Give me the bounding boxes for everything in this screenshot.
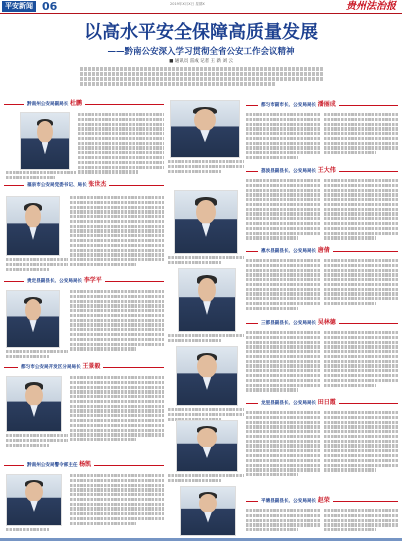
body-text: [246, 331, 320, 393]
body-text: [78, 113, 164, 175]
portrait-photo: [176, 420, 238, 472]
article-subtitle: ——黔南公安深入学习贯彻全省公安工作会议精神: [107, 47, 295, 57]
portrait-photo: [170, 100, 240, 158]
portrait-photo: [20, 112, 70, 170]
portrait-photo: [180, 486, 236, 536]
section-header: 都匀市副市长、公安局局长 潘丽成: [246, 100, 398, 110]
body-text: [246, 411, 320, 478]
body-text: [246, 259, 320, 312]
photo-caption: [168, 160, 244, 174]
body-text: [70, 474, 164, 527]
portrait-photo: [6, 376, 62, 432]
portrait-photo: [178, 268, 236, 332]
body-text: [324, 411, 398, 473]
body-text: [246, 509, 320, 533]
portrait-photo: [6, 474, 62, 526]
photo-caption: [6, 258, 68, 272]
body-text: [246, 179, 320, 241]
photo-caption: [6, 528, 68, 533]
section-header: 都匀市公安局开发区分局局长 王景毅: [4, 362, 164, 372]
portrait-photo: [174, 190, 238, 254]
section-header: 贵定县副县长、公安局局长 李学平: [4, 276, 164, 286]
section-tag: 平安新闻: [2, 1, 36, 12]
section-label: 黔南州公安局副局长 杜鹏: [24, 100, 85, 109]
portrait-photo: [6, 196, 60, 256]
portrait-photo: [176, 346, 238, 406]
article-byline: ■ 通讯员 雷成 记者 王 新 刘 云: [169, 59, 233, 64]
photo-caption: [6, 350, 68, 360]
page-header: [0, 0, 402, 14]
photo-caption: [168, 256, 244, 266]
section-header: [4, 99, 164, 109]
body-text: [324, 113, 398, 156]
body-text: [70, 290, 164, 352]
body-text: [70, 196, 164, 268]
section-header: 福泉市公安局党委书记、局长 张世杰: [4, 180, 164, 190]
article-intro: [80, 67, 324, 87]
section-header: 平塘县副县长、公安局局长 赵荣: [246, 496, 398, 506]
section-header: 荔波县副县长、公安局局长 王大伟: [246, 166, 398, 176]
body-text: [324, 259, 398, 307]
portrait-photo: [6, 290, 60, 348]
body-text: [246, 113, 320, 161]
section-header: 龙里县副县长、公安局局长 田日霞: [246, 398, 398, 408]
page-number: 06: [42, 0, 58, 13]
body-text: [324, 179, 398, 241]
section-header: 黔南州公安局警令部主任 杨凯: [4, 460, 164, 470]
section-header: 三都县副县长、公安局局长 吴林德: [246, 318, 398, 328]
body-text: [70, 376, 164, 443]
body-text: [324, 509, 398, 533]
body-text: [324, 331, 398, 388]
newspaper-brand: 贵州法治报: [346, 1, 396, 12]
edition-info: 2019年X月X日 星期X: [170, 2, 205, 6]
photo-caption: [168, 474, 244, 484]
photo-caption: [168, 334, 244, 344]
article-title: 以高水平安全保障高质量发展: [84, 22, 318, 43]
photo-caption: [6, 434, 68, 448]
section-header: 惠水县副县长、公安局局长 唐倩: [246, 246, 398, 256]
